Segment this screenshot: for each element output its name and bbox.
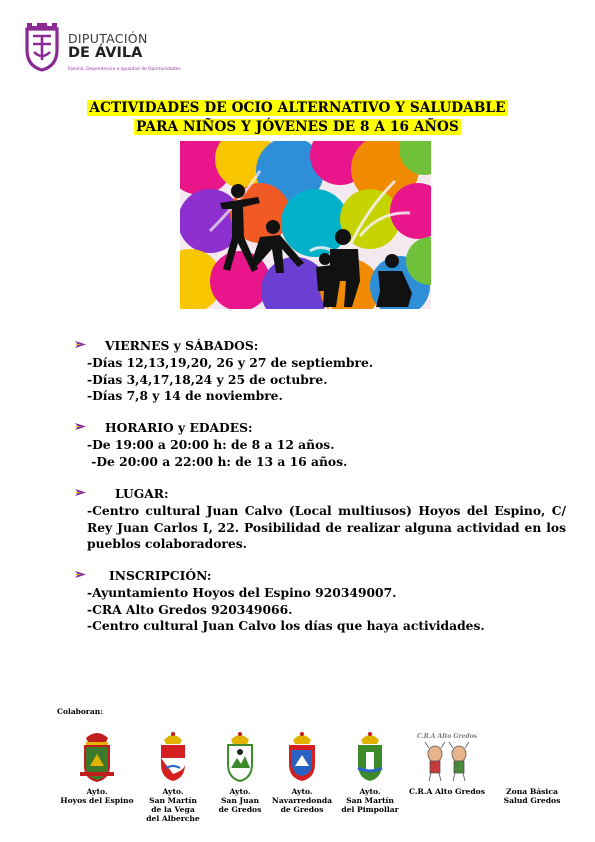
partner-san-juan-gredos bbox=[210, 728, 270, 814]
org-department: Familia, Dependencia e Igualdad de Oportunidades bbox=[68, 67, 181, 72]
arrow-bullet-icon bbox=[75, 569, 86, 580]
collaborators-label: Colaboran: bbox=[57, 707, 103, 716]
org-name-line2: DE ÁVILA bbox=[68, 45, 143, 61]
arrow-bullet-icon bbox=[75, 421, 86, 432]
partner-san-martin-pimpollar bbox=[336, 728, 404, 814]
signup-section bbox=[75, 568, 570, 635]
partner-name: San Martín bbox=[346, 796, 394, 805]
partner-name: San Martín bbox=[149, 796, 197, 805]
cra-badge-text: C.R.A Alto Gredos bbox=[416, 733, 478, 740]
partner-name: Ayto. bbox=[229, 787, 251, 796]
partner-name: San Juan bbox=[220, 796, 260, 805]
arrow-bullet-icon bbox=[75, 487, 86, 498]
place-text: -Centro cultural Juan Calvo (Local multiusos) Hoyos del Espino, C/ Rey Juan Carlos I, 22. Posibilidad de realizar alguna actividad en los pueblos colaboradores. bbox=[87, 503, 566, 551]
partner-name: del Pimpollar bbox=[341, 805, 399, 814]
coat-of-arms-icon bbox=[158, 728, 188, 784]
dates-line: -Días 3,4,17,18,24 y 25 de octubre. bbox=[87, 371, 328, 387]
coat-of-arms-icon bbox=[355, 728, 385, 784]
partner-name: Hoyos del Espino bbox=[60, 796, 134, 805]
title-line-1: ACTIVIDADES DE OCIO ALTERNATIVO Y SALUDABLE bbox=[89, 100, 506, 116]
signup-line: -CRA Alto Gredos 920349066. bbox=[87, 601, 293, 617]
partner-zona-salud-gredos bbox=[492, 787, 572, 805]
schedule-line: -De 19:00 a 20:00 h: de 8 a 12 años. bbox=[87, 437, 335, 452]
place-section bbox=[75, 486, 570, 553]
dates-title: VIERNES y SÁBADOS: bbox=[105, 338, 259, 353]
children-playing-illustration bbox=[180, 141, 431, 309]
partner-san-martin-vega bbox=[138, 728, 208, 823]
place-title: LUGAR: bbox=[115, 486, 169, 501]
signup-line: -Ayuntamiento Hoyos del Espino 920349007. bbox=[87, 585, 397, 600]
partner-name: Ayto. bbox=[359, 787, 381, 796]
partner-name: C.R.A Alto Gredos bbox=[408, 787, 485, 796]
partner-name: Zona Básica bbox=[506, 787, 558, 796]
partner-name: Ayto. bbox=[162, 787, 184, 796]
partner-name: de Gredos bbox=[218, 805, 262, 814]
coat-of-arms-icon bbox=[225, 728, 255, 784]
org-name-line1: DIPUTACIÓN bbox=[68, 31, 148, 46]
schedule-section bbox=[75, 420, 570, 470]
partner-name: del Alberche bbox=[146, 814, 200, 823]
signup-line: -Centro cultural Juan Calvo los días que haya actividades. bbox=[87, 618, 485, 633]
partner-cra-alto-gredos bbox=[404, 728, 490, 796]
castle-shield-icon bbox=[24, 20, 60, 72]
coat-of-arms-icon bbox=[286, 728, 318, 784]
dates-section bbox=[75, 338, 570, 405]
diputacion-logo bbox=[24, 20, 194, 75]
coat-of-arms-icon bbox=[80, 728, 114, 784]
partner-name: de la Vega bbox=[151, 805, 195, 814]
schedule-title: HORARIO y EDADES: bbox=[105, 420, 253, 435]
arrow-bullet-icon bbox=[75, 339, 86, 350]
schedule-line: -De 20:00 a 22:00 h: de 13 a 16 años. bbox=[87, 453, 348, 469]
dates-line: -Días 12,13,19,20, 26 y 27 de septiembre. bbox=[87, 355, 374, 370]
partner-navarredonda-gredos bbox=[268, 728, 336, 814]
partner-name: Navarredonda bbox=[271, 796, 333, 805]
cra-goats-logo bbox=[415, 728, 479, 784]
title-line-2: PARA NIÑOS Y JÓVENES DE 8 A 16 AÑOS bbox=[136, 119, 459, 135]
signup-title: INSCRIPCIÓN: bbox=[109, 568, 212, 583]
dates-line: -Días 7,8 y 14 de noviembre. bbox=[87, 388, 283, 403]
partner-name: Ayto. bbox=[291, 787, 313, 796]
page-title bbox=[0, 97, 595, 135]
partner-name: Ayto. bbox=[86, 787, 108, 796]
partner-name: de Gredos bbox=[280, 805, 324, 814]
partner-name: Salud Gredos bbox=[503, 796, 561, 805]
partner-hoyos-del-espino bbox=[56, 728, 138, 805]
